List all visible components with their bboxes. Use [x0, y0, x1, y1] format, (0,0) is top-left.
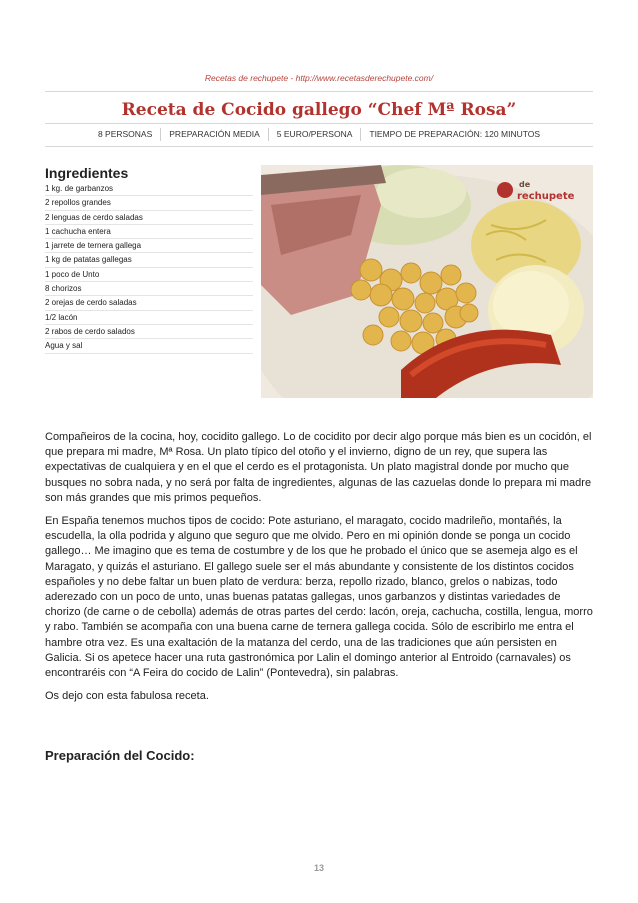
page-number: 13: [313, 863, 324, 873]
meta-cost: 5 EURO/PERSONA: [269, 128, 362, 141]
list-item: 8 chorizos: [45, 282, 253, 296]
list-item: 1 cachucha entera: [45, 225, 253, 239]
preparation-heading: Preparación del Cocido:: [45, 748, 195, 763]
recipe-meta: [45, 128, 593, 141]
title-divider-bottom: [45, 146, 593, 147]
title-divider-top: [45, 123, 593, 124]
watermark-text-1: de: [519, 180, 531, 189]
source-line[interactable]: Recetas de rechupete - http://www.recetasderechupete.com/: [204, 73, 434, 83]
article-body: [45, 430, 593, 712]
body-paragraph-2: En España tenemos muchos tipos de cocido: Pote asturiano, el maragato, cocido madrileño, montañés, la escudella, la olla podrida y alguno que seguro que me olvido. Pero en mi opinión donde se ponga un cocido gallego… Me imagino que es tema de costumbre y de los que he probado el único que se asemeja algo es el Maragato, y quizás el asturiano. El gallego suele ser el más abundante y consistente de los distintos cocidos españoles y no debe faltar un buen plato de verdura: berza, repollo rizado, blanco, grelos o nabizas, todo aderezado con un poco de unto, unas buenas patatas gallegas, unos garbanzos y distintas variedades de chorizo (de carne o de cebolla) además de otras partes del cerdo: lacón, oreja, cachucha, costilla, lengua, morro y rabo. También se acompaña con una buena carne de ternera gallega cocida. Sólo de escribirlo me entra el hambre otra vez. Es una exaltación de la matanza del cerdo, una de las tradiciones que aún persisten en Galicia. Si os apetece hacer una ruta gastronómica por Lalin el domingo anterior al Entroido (carnavales) os encontraréis con “A Feira do cocido de Lalin” (Pontevedra), sin palabras.: [45, 515, 593, 680]
list-item: 1 poco de Unto: [45, 268, 253, 282]
body-paragraph-1: Compañeiros de la cocina, hoy, cocidito gallego. Lo de cocidito por decir algo porque más bien es un cocidón, el que prepara mi madre, Mª Rosa. Un plato típico del otoño y el invierno, digno de un rey, que supera las expectativas de cualquiera y en el que el cerdo es el protagonista. Un plato magistral donde por mucho que busques no sobra nada, y no será por falta de ingredientes, algunas de las cazuelas donde lo prepara mi madre son más grandes que mis primos pequeños.: [45, 431, 592, 504]
meta-time: TIEMPO DE PREPARACIÓN: 120 MINUTOS: [369, 129, 541, 139]
body-paragraph-3: Os dejo con esta fabulosa receta.: [45, 690, 209, 703]
ingredients-list: [45, 182, 253, 354]
list-item: Agua y sal: [45, 339, 253, 353]
list-item: 2 lenguas de cerdo saladas: [45, 211, 253, 225]
list-item: 2 repollos grandes: [45, 196, 253, 210]
list-item: 1 jarrete de ternera gallega: [45, 239, 253, 253]
recipe-title: Receta de Cocido gallego “Chef Mª Rosa”: [121, 100, 517, 120]
list-item: 2 rabos de cerdo salados: [45, 325, 253, 339]
meta-servings: 8 PERSONAS: [90, 128, 161, 141]
list-item: 1 kg. de garbanzos: [45, 182, 253, 196]
list-item: 1 kg de patatas gallegas: [45, 253, 253, 267]
watermark-text-2: rechupete: [517, 191, 575, 202]
list-item: 1/2 lacón: [45, 311, 253, 325]
ingredients-heading: Ingredientes: [45, 165, 129, 181]
recipe-photo: [261, 165, 593, 398]
header-divider: [45, 91, 593, 92]
meta-difficulty: PREPARACIÓN MEDIA: [161, 128, 269, 141]
list-item: 2 orejas de cerdo saladas: [45, 296, 253, 310]
